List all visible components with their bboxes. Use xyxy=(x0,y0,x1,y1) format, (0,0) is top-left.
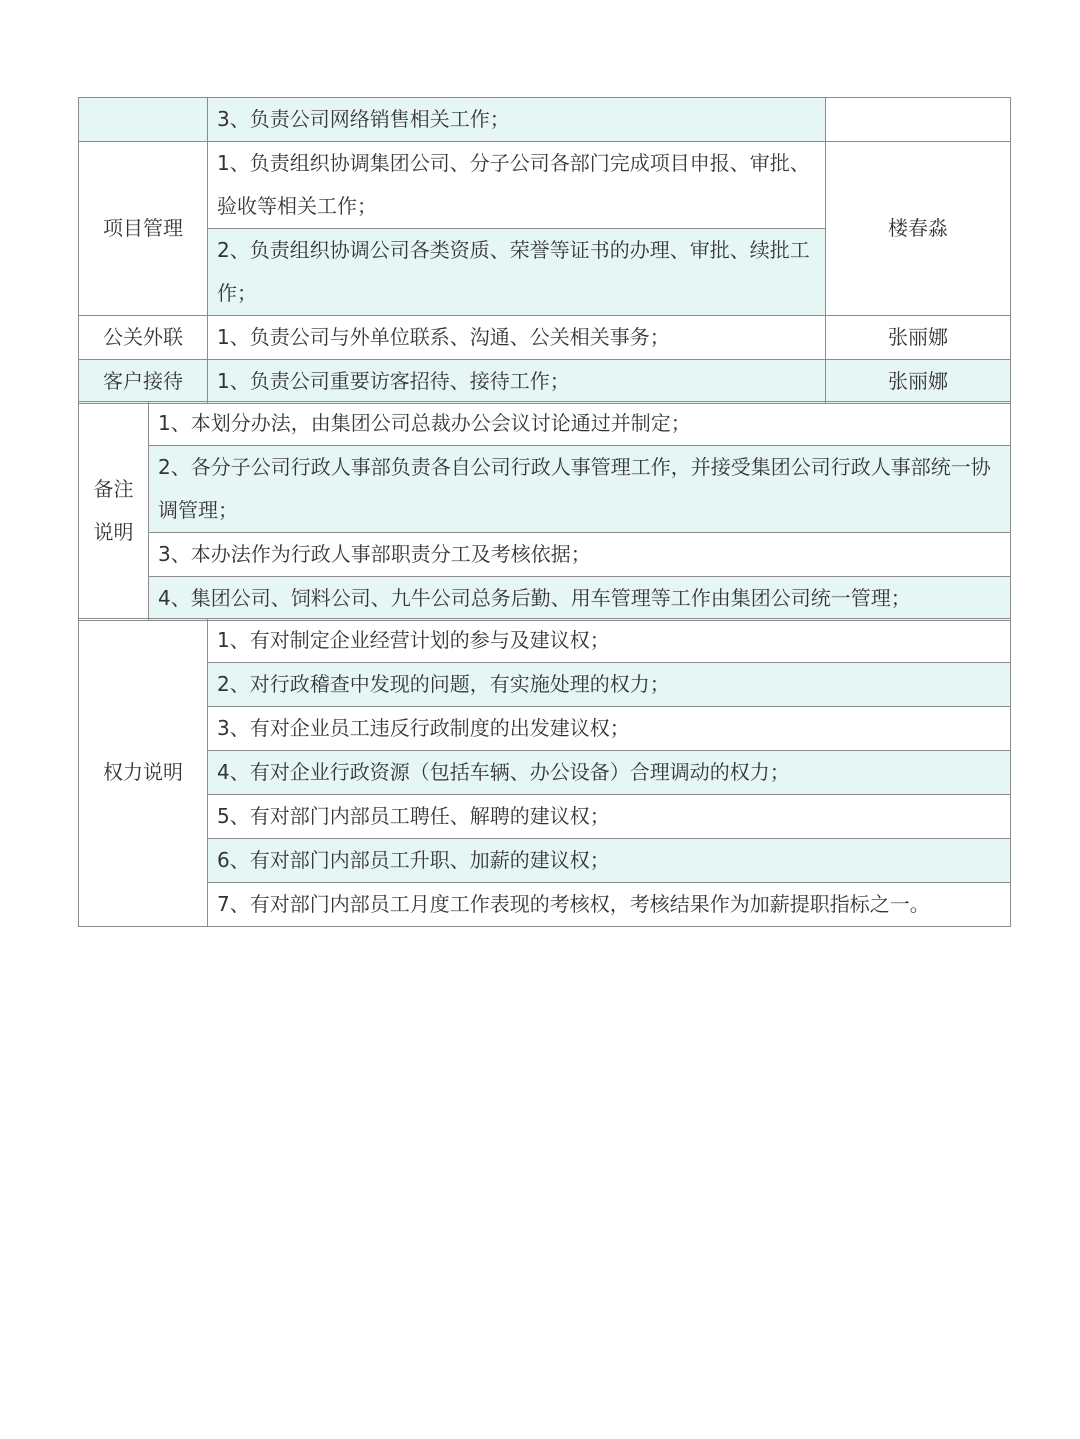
duty-cell: 1、负责公司与外单位联系、沟通、公关相关事务； xyxy=(208,316,826,360)
table-row xyxy=(79,663,1011,707)
table-row xyxy=(79,446,1011,533)
remarks-label-line2: 说明 xyxy=(93,520,134,544)
authority-item: 3、有对企业员工违反行政制度的出发建议权； xyxy=(208,707,1011,751)
authority-item: 7、有对部门内部员工月度工作表现的考核权，考核结果作为加薪提职指标之一。 xyxy=(208,883,1011,927)
remarks-label-line1: 备注 xyxy=(93,477,134,501)
table-row xyxy=(79,707,1011,751)
authority-item: 1、有对制定企业经营计划的参与及建议权； xyxy=(208,619,1011,663)
duties-table xyxy=(78,97,1011,404)
table-row xyxy=(79,619,1011,663)
category-cell-empty xyxy=(79,98,208,142)
remarks-label xyxy=(79,402,149,621)
table-row xyxy=(79,839,1011,883)
table-row xyxy=(79,402,1011,446)
table-row xyxy=(79,316,1011,360)
remark-item: 1、本划分办法，由集团公司总裁办公会议讨论通过并制定； xyxy=(149,402,1011,446)
table-row xyxy=(79,883,1011,927)
table-row xyxy=(79,751,1011,795)
authority-item: 2、对行政稽查中发现的问题，有实施处理的权力； xyxy=(208,663,1011,707)
duty-cell: 1、负责公司重要访客招待、接待工作； xyxy=(208,360,826,404)
duty-cell: 3、负责公司网络销售相关工作； xyxy=(208,98,826,142)
owner-cell-empty xyxy=(826,98,1011,142)
table-row xyxy=(79,533,1011,577)
authority-item: 4、有对企业行政资源（包括车辆、办公设备）合理调动的权力； xyxy=(208,751,1011,795)
duty-cell: 1、负责组织协调集团公司、分子公司各部门完成项目申报、审批、验收等相关工作； xyxy=(208,142,826,229)
authority-item: 5、有对部门内部员工聘任、解聘的建议权； xyxy=(208,795,1011,839)
table-row xyxy=(79,795,1011,839)
authority-table xyxy=(78,618,1011,927)
remark-item: 4、集团公司、饲料公司、九牛公司总务后勤、用车管理等工作由集团公司统一管理； xyxy=(149,577,1011,621)
authority-label: 权力说明 xyxy=(79,619,208,927)
table-row xyxy=(79,98,1011,142)
duty-cell: 2、负责组织协调公司各类资质、荣誉等证书的办理、审批、续批工作； xyxy=(208,229,826,316)
table-row xyxy=(79,360,1011,404)
table-row xyxy=(79,577,1011,621)
owner-cell: 张丽娜 xyxy=(826,360,1011,404)
authority-item: 6、有对部门内部员工升职、加薪的建议权； xyxy=(208,839,1011,883)
category-public-relations: 公关外联 xyxy=(79,316,208,360)
owner-cell: 张丽娜 xyxy=(826,316,1011,360)
remarks-table xyxy=(78,401,1011,621)
category-reception: 客户接待 xyxy=(79,360,208,404)
category-project-management: 项目管理 xyxy=(79,142,208,316)
table-row xyxy=(79,142,1011,229)
owner-cell: 楼春淼 xyxy=(826,142,1011,316)
remark-item: 2、各分子公司行政人事部负责各自公司行政人事管理工作，并接受集团公司行政人事部统一协调管理； xyxy=(149,446,1011,533)
remark-item: 3、本办法作为行政人事部职责分工及考核依据； xyxy=(149,533,1011,577)
